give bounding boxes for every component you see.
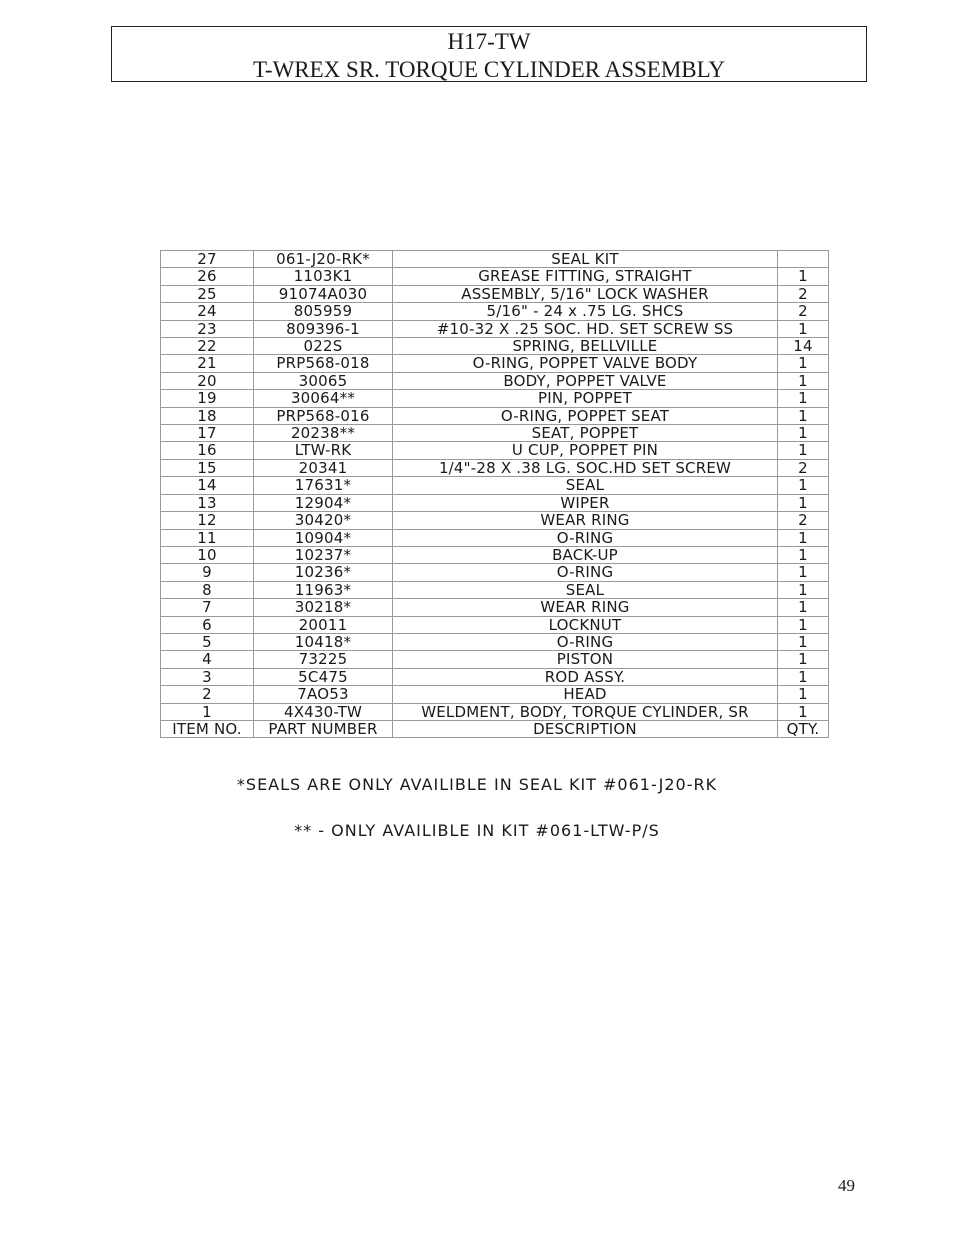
ltw-kit-note: ** - ONLY AVAILIBLE IN KIT #061-LTW-P/S bbox=[294, 821, 660, 840]
quantity-cell: 1 bbox=[778, 546, 829, 563]
description-cell: BACK-UP bbox=[393, 546, 778, 563]
quantity-cell: 1 bbox=[778, 320, 829, 337]
quantity-cell: 1 bbox=[778, 599, 829, 616]
part-number-cell: 30218* bbox=[254, 599, 393, 616]
part-number-cell: 7AO53 bbox=[254, 686, 393, 703]
table-row bbox=[161, 546, 829, 563]
quantity-cell: 1 bbox=[778, 477, 829, 494]
description-cell: GREASE FITTING, STRAIGHT bbox=[393, 268, 778, 285]
quantity-cell bbox=[778, 251, 829, 268]
part-number-cell: 5C475 bbox=[254, 668, 393, 685]
table-row bbox=[161, 372, 829, 389]
description-cell: WELDMENT, BODY, TORQUE CYLINDER, SR bbox=[393, 703, 778, 720]
parts-table-body bbox=[161, 251, 829, 738]
part-number-cell: 809396-1 bbox=[254, 320, 393, 337]
part-number-cell: PRP568-016 bbox=[254, 407, 393, 424]
description-cell: O-RING bbox=[393, 633, 778, 650]
description-cell: O-RING, POPPET VALVE BODY bbox=[393, 355, 778, 372]
quantity-cell: 1 bbox=[778, 616, 829, 633]
quantity-cell: 1 bbox=[778, 425, 829, 442]
description-cell: O-RING bbox=[393, 564, 778, 581]
part-number-cell: 4X430-TW bbox=[254, 703, 393, 720]
part-number-cell: PRP568-018 bbox=[254, 355, 393, 372]
description-cell: U CUP, POPPET PIN bbox=[393, 442, 778, 459]
item-number-cell: 2 bbox=[161, 686, 254, 703]
description-cell: WEAR RING bbox=[393, 512, 778, 529]
item-number-cell: 10 bbox=[161, 546, 254, 563]
quantity-cell: 1 bbox=[778, 633, 829, 650]
item-number-cell: 12 bbox=[161, 512, 254, 529]
item-number-cell: 6 bbox=[161, 616, 254, 633]
seal-kit-note: *SEALS ARE ONLY AVAILIBLE IN SEAL KIT #061-J20-RK bbox=[236, 775, 718, 794]
table-row bbox=[161, 686, 829, 703]
item-number-cell: 3 bbox=[161, 668, 254, 685]
table-row bbox=[161, 442, 829, 459]
part-number-cell: 30064** bbox=[254, 390, 393, 407]
item-number-cell: 18 bbox=[161, 407, 254, 424]
quantity-cell: 1 bbox=[778, 564, 829, 581]
item-number-cell: 25 bbox=[161, 285, 254, 302]
part-number-cell: 10904* bbox=[254, 529, 393, 546]
item-number-cell: 14 bbox=[161, 477, 254, 494]
item-number-cell: 19 bbox=[161, 390, 254, 407]
quantity-cell: 1 bbox=[778, 494, 829, 511]
part-number-cell: 20011 bbox=[254, 616, 393, 633]
table-row bbox=[161, 477, 829, 494]
table-row bbox=[161, 494, 829, 511]
column-header-item-no: ITEM NO. bbox=[161, 720, 254, 737]
part-number-cell: 10236* bbox=[254, 564, 393, 581]
item-number-cell: 23 bbox=[161, 320, 254, 337]
model-number: H17-TW bbox=[447, 29, 531, 54]
description-cell: 1/4"-28 X .38 LG. SOC.HD SET SCREW bbox=[393, 459, 778, 476]
quantity-cell: 1 bbox=[778, 529, 829, 546]
description-cell: LOCKNUT bbox=[393, 616, 778, 633]
quantity-cell: 1 bbox=[778, 651, 829, 668]
part-number-cell: 805959 bbox=[254, 303, 393, 320]
part-number-cell: 17631* bbox=[254, 477, 393, 494]
description-cell: ROD ASSY. bbox=[393, 668, 778, 685]
item-number-cell: 16 bbox=[161, 442, 254, 459]
quantity-cell: 1 bbox=[778, 703, 829, 720]
item-number-cell: 9 bbox=[161, 564, 254, 581]
quantity-cell: 14 bbox=[778, 338, 829, 355]
item-number-cell: 27 bbox=[161, 251, 254, 268]
part-number-cell: 30420* bbox=[254, 512, 393, 529]
table-row bbox=[161, 668, 829, 685]
part-number-cell: 20238** bbox=[254, 425, 393, 442]
table-row bbox=[161, 338, 829, 355]
table-row bbox=[161, 459, 829, 476]
item-number-cell: 7 bbox=[161, 599, 254, 616]
item-number-cell: 17 bbox=[161, 425, 254, 442]
description-cell: SEAL bbox=[393, 477, 778, 494]
part-number-cell: 12904* bbox=[254, 494, 393, 511]
description-cell: WEAR RING bbox=[393, 599, 778, 616]
quantity-cell: 1 bbox=[778, 407, 829, 424]
table-row bbox=[161, 407, 829, 424]
description-cell: SPRING, BELLVILLE bbox=[393, 338, 778, 355]
quantity-cell: 2 bbox=[778, 512, 829, 529]
part-number-cell: 91074A030 bbox=[254, 285, 393, 302]
column-header-part-number: PART NUMBER bbox=[254, 720, 393, 737]
item-number-cell: 24 bbox=[161, 303, 254, 320]
table-row bbox=[161, 651, 829, 668]
column-header-qty: QTY. bbox=[778, 720, 829, 737]
description-cell: SEAT, POPPET bbox=[393, 425, 778, 442]
table-row bbox=[161, 268, 829, 285]
table-row bbox=[161, 564, 829, 581]
description-cell: WIPER bbox=[393, 494, 778, 511]
part-number-cell: 73225 bbox=[254, 651, 393, 668]
quantity-cell: 1 bbox=[778, 686, 829, 703]
description-cell: O-RING, POPPET SEAT bbox=[393, 407, 778, 424]
item-number-cell: 4 bbox=[161, 651, 254, 668]
part-number-cell: 1103K1 bbox=[254, 268, 393, 285]
part-number-cell: LTW-RK bbox=[254, 442, 393, 459]
quantity-cell: 1 bbox=[778, 668, 829, 685]
item-number-cell: 26 bbox=[161, 268, 254, 285]
quantity-cell: 1 bbox=[778, 355, 829, 372]
description-cell: #10-32 X .25 SOC. HD. SET SCREW SS bbox=[393, 320, 778, 337]
description-cell: PIN, POPPET bbox=[393, 390, 778, 407]
table-row bbox=[161, 512, 829, 529]
table-row bbox=[161, 303, 829, 320]
quantity-cell: 1 bbox=[778, 581, 829, 598]
part-number-cell: 061-J20-RK* bbox=[254, 251, 393, 268]
description-cell: HEAD bbox=[393, 686, 778, 703]
item-number-cell: 22 bbox=[161, 338, 254, 355]
table-header-row bbox=[161, 720, 829, 737]
part-number-cell: 20341 bbox=[254, 459, 393, 476]
description-cell: ASSEMBLY, 5/16" LOCK WASHER bbox=[393, 285, 778, 302]
quantity-cell: 1 bbox=[778, 390, 829, 407]
table-row bbox=[161, 425, 829, 442]
column-header-description: DESCRIPTION bbox=[393, 720, 778, 737]
title-box bbox=[111, 26, 867, 82]
table-row bbox=[161, 320, 829, 337]
table-row bbox=[161, 251, 829, 268]
item-number-cell: 5 bbox=[161, 633, 254, 650]
item-number-cell: 21 bbox=[161, 355, 254, 372]
description-cell: PISTON bbox=[393, 651, 778, 668]
item-number-cell: 1 bbox=[161, 703, 254, 720]
item-number-cell: 11 bbox=[161, 529, 254, 546]
description-cell: BODY, POPPET VALVE bbox=[393, 372, 778, 389]
table-row bbox=[161, 703, 829, 720]
table-row bbox=[161, 285, 829, 302]
description-cell: 5/16" - 24 x .75 LG. SHCS bbox=[393, 303, 778, 320]
quantity-cell: 1 bbox=[778, 442, 829, 459]
assembly-title: T-WREX SR. TORQUE CYLINDER ASSEMBLY bbox=[252, 57, 726, 82]
page-number: 49 bbox=[838, 1176, 855, 1195]
part-number-cell: 10237* bbox=[254, 546, 393, 563]
quantity-cell: 2 bbox=[778, 285, 829, 302]
table-row bbox=[161, 390, 829, 407]
table-row bbox=[161, 633, 829, 650]
description-cell: SEAL bbox=[393, 581, 778, 598]
item-number-cell: 13 bbox=[161, 494, 254, 511]
quantity-cell: 2 bbox=[778, 459, 829, 476]
quantity-cell: 2 bbox=[778, 303, 829, 320]
part-number-cell: 11963* bbox=[254, 581, 393, 598]
table-row bbox=[161, 616, 829, 633]
part-number-cell: 10418* bbox=[254, 633, 393, 650]
part-number-cell: 30065 bbox=[254, 372, 393, 389]
description-cell: SEAL KIT bbox=[393, 251, 778, 268]
parts-table bbox=[160, 250, 829, 738]
table-row bbox=[161, 355, 829, 372]
quantity-cell: 1 bbox=[778, 372, 829, 389]
table-row bbox=[161, 581, 829, 598]
table-row bbox=[161, 529, 829, 546]
item-number-cell: 8 bbox=[161, 581, 254, 598]
part-number-cell: 022S bbox=[254, 338, 393, 355]
quantity-cell: 1 bbox=[778, 268, 829, 285]
table-row bbox=[161, 599, 829, 616]
item-number-cell: 15 bbox=[161, 459, 254, 476]
item-number-cell: 20 bbox=[161, 372, 254, 389]
description-cell: O-RING bbox=[393, 529, 778, 546]
